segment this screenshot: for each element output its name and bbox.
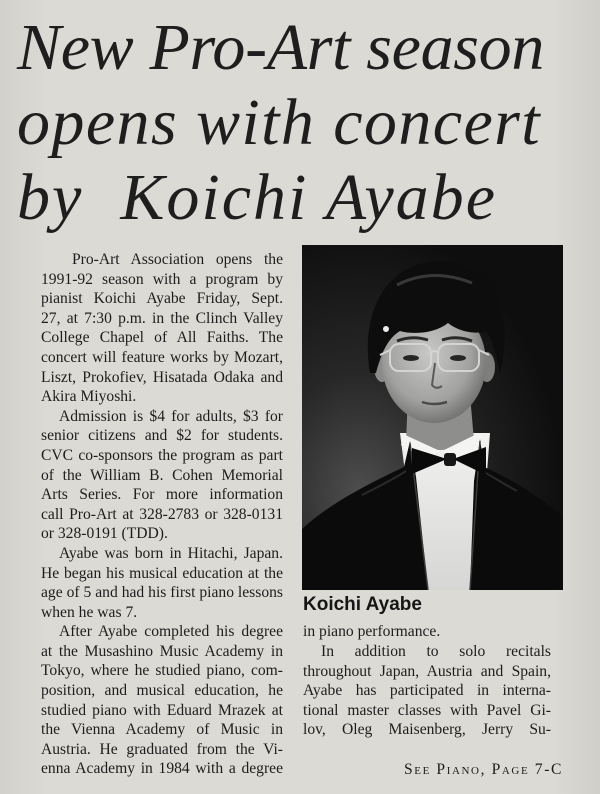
- body-line: 27, at 7:30 p.m. in the Clinch Valley: [41, 309, 283, 327]
- paragraph: [41, 622, 283, 779]
- eye-left: [403, 355, 419, 361]
- headline-line-2: opens with concert: [17, 86, 541, 159]
- body-line: of the William B. Cohen Memorial: [41, 466, 283, 484]
- body-line: senior citizens and $2 for students.: [41, 427, 283, 445]
- body-line: CVC co-sponsors the program as part: [41, 446, 283, 464]
- body-line: at the Musashino Music Academy in: [41, 642, 283, 660]
- portrait-image: [302, 245, 563, 590]
- body-line: call Pro-Art at 328-2783 or 328-0131: [41, 505, 283, 523]
- body-line: College Chapel of All Faiths. The: [41, 329, 283, 347]
- paragraph: [41, 250, 283, 407]
- body-line: pianist Koichi Ayabe Friday, Sept.: [41, 290, 283, 308]
- body-line: He began his musical education at the: [41, 564, 283, 582]
- body-line: Liszt, Prokofiev, Hisatada Odaka and: [41, 368, 283, 386]
- body-line: studied piano with Eduard Mrazek at: [41, 701, 283, 719]
- body-line: throughout Japan, Austria and Spain,: [303, 662, 551, 680]
- portrait-photo: [302, 245, 563, 590]
- jump-line: See Piano, Page 7-C: [404, 760, 563, 778]
- body-line: 1991-92 season with a program by: [41, 270, 283, 288]
- body-line: Akira Miyoshi.: [41, 388, 137, 406]
- body-line: when he was 7.: [41, 603, 138, 621]
- headline-line-1: New Pro-Art season: [17, 11, 544, 84]
- body-line: concert will feature works by Mozart,: [41, 348, 283, 366]
- body-line: or 328-0191 (TDD).: [41, 525, 168, 543]
- body-line: Pro-Art Association opens the: [72, 251, 283, 268]
- body-line: lov, Oleg Maisenberg, Jerry Su-: [303, 721, 551, 739]
- body-line: Austria. He graduated from the Vi-: [41, 740, 283, 758]
- body-line: Admission is $4 for adults, $3 for: [59, 407, 283, 425]
- body-line: the Vienna Academy of Music in: [41, 721, 283, 739]
- body-line: position, and musical education, he: [41, 682, 283, 700]
- headline: [17, 10, 544, 235]
- body-line: After Ayabe completed his degree: [59, 623, 283, 641]
- body-line: Tokyo, where he studied piano, com-: [41, 662, 283, 680]
- eye-right: [450, 355, 466, 361]
- body-line: Arts Series. For more information: [41, 486, 283, 504]
- photo-caption: Koichi Ayabe: [303, 594, 422, 615]
- paragraph: [303, 642, 551, 740]
- body-line: tional master classes with Pavel Gi-: [303, 701, 551, 719]
- left-column: [41, 250, 283, 779]
- bow-tie-knot: [444, 453, 456, 466]
- right-column: [303, 622, 551, 740]
- body-line: In addition to solo recitals: [321, 642, 551, 660]
- paragraph: [41, 407, 283, 544]
- headline-line-3: by Koichi Ayabe: [17, 161, 497, 234]
- body-line: enna Academy in 1984 with a degree: [41, 760, 283, 778]
- body-line: Ayabe has participated in interna-: [303, 682, 551, 700]
- hair-light-reflection: [383, 326, 389, 332]
- body-line: in piano performance.: [303, 623, 441, 641]
- paragraph: [303, 622, 551, 642]
- body-line: age of 5 and had his first piano lessons: [41, 584, 283, 602]
- paragraph: [41, 544, 283, 622]
- body-line: Ayabe was born in Hitachi, Japan.: [59, 544, 283, 562]
